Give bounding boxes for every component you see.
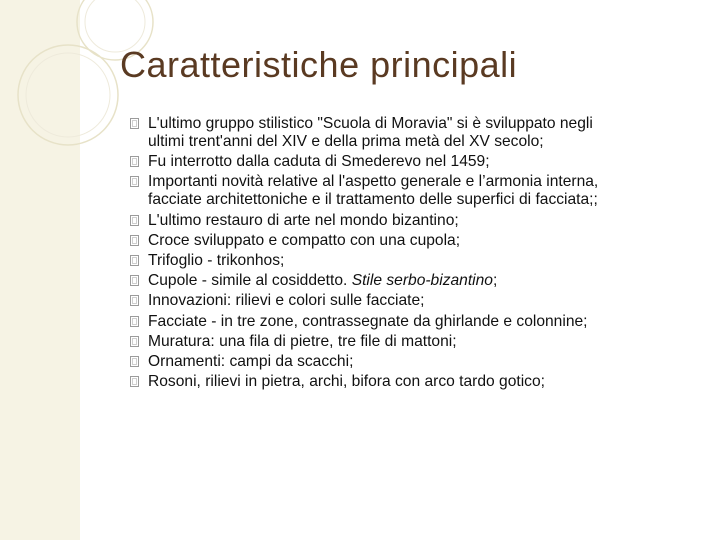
bullet-marker-icon	[130, 156, 139, 167]
bullet-italic-text: Stile serbo-bizantino	[351, 272, 493, 290]
bullet-text: ;	[492, 272, 498, 290]
bullet-marker-icon	[130, 275, 139, 286]
bullet-line: Trifoglio - trikonhos;	[148, 251, 285, 269]
bullet-item	[130, 292, 700, 310]
bullet-marker-icon	[130, 376, 139, 387]
bullet-marker-icon	[130, 215, 139, 226]
bullet-line: Fu interrotto dalla caduta di Smederevo nel 1459;	[148, 153, 490, 171]
bullet-marker-icon	[130, 255, 139, 266]
bullet-line: Ornamenti: campi da scacchi;	[148, 352, 354, 370]
bullet-marker-icon	[130, 336, 139, 347]
bullet-line	[148, 272, 700, 290]
bullet-line: Importanti novità relative al l'aspetto generale e l’armonia interna,	[148, 173, 599, 191]
bullet-line: Rosoni, rilievi in pietra, archi, bifora con arco tardo gotico;	[148, 373, 545, 391]
bullet-item	[130, 232, 700, 250]
bullet-item	[130, 353, 700, 371]
bullet-text: Cupole - simile al cosiddetto.	[148, 272, 352, 290]
bullet-line: L'ultimo gruppo stilistico "Scuola di Moravia" si è sviluppato negli	[148, 115, 593, 132]
slide-title: Caratteristiche principali	[120, 44, 518, 85]
bullet-line: ultimi trent'anni del XIV e della prima metà del XV secolo;	[148, 133, 544, 150]
bullet-line: L'ultimo restauro di arte nel mondo bizantino;	[148, 211, 459, 229]
bullet-item	[130, 212, 700, 230]
bullet-line: Innovazioni: rilievi e colori sulle facciate;	[148, 292, 425, 310]
bullet-item	[130, 333, 700, 351]
bullet-item	[130, 153, 700, 171]
bullet-item	[130, 313, 700, 331]
bullet-list	[130, 115, 700, 393]
bullet-line: Facciate - in tre zone, contrassegnate da ghirlande e colonnine;	[148, 312, 588, 330]
bullet-line: facciate architettoniche e il trattamento delle superfici di facciata;;	[148, 191, 598, 209]
bullet-marker-icon	[130, 356, 139, 367]
bullet-item	[130, 115, 700, 151]
bullet-marker-icon	[130, 235, 139, 246]
bullet-marker-icon	[130, 316, 139, 327]
bullet-marker-icon	[130, 295, 139, 306]
bullet-line: Muratura: una fila di pietre, tre file di mattoni;	[148, 332, 457, 350]
bullet-item	[130, 373, 700, 391]
bullet-marker-icon	[130, 118, 139, 129]
bullet-marker-icon	[130, 176, 139, 187]
bullet-item	[130, 173, 700, 209]
bullet-line: Croce sviluppato e compatto con una cupola;	[148, 231, 461, 249]
bullet-item	[130, 272, 700, 290]
bullet-item	[130, 252, 700, 270]
